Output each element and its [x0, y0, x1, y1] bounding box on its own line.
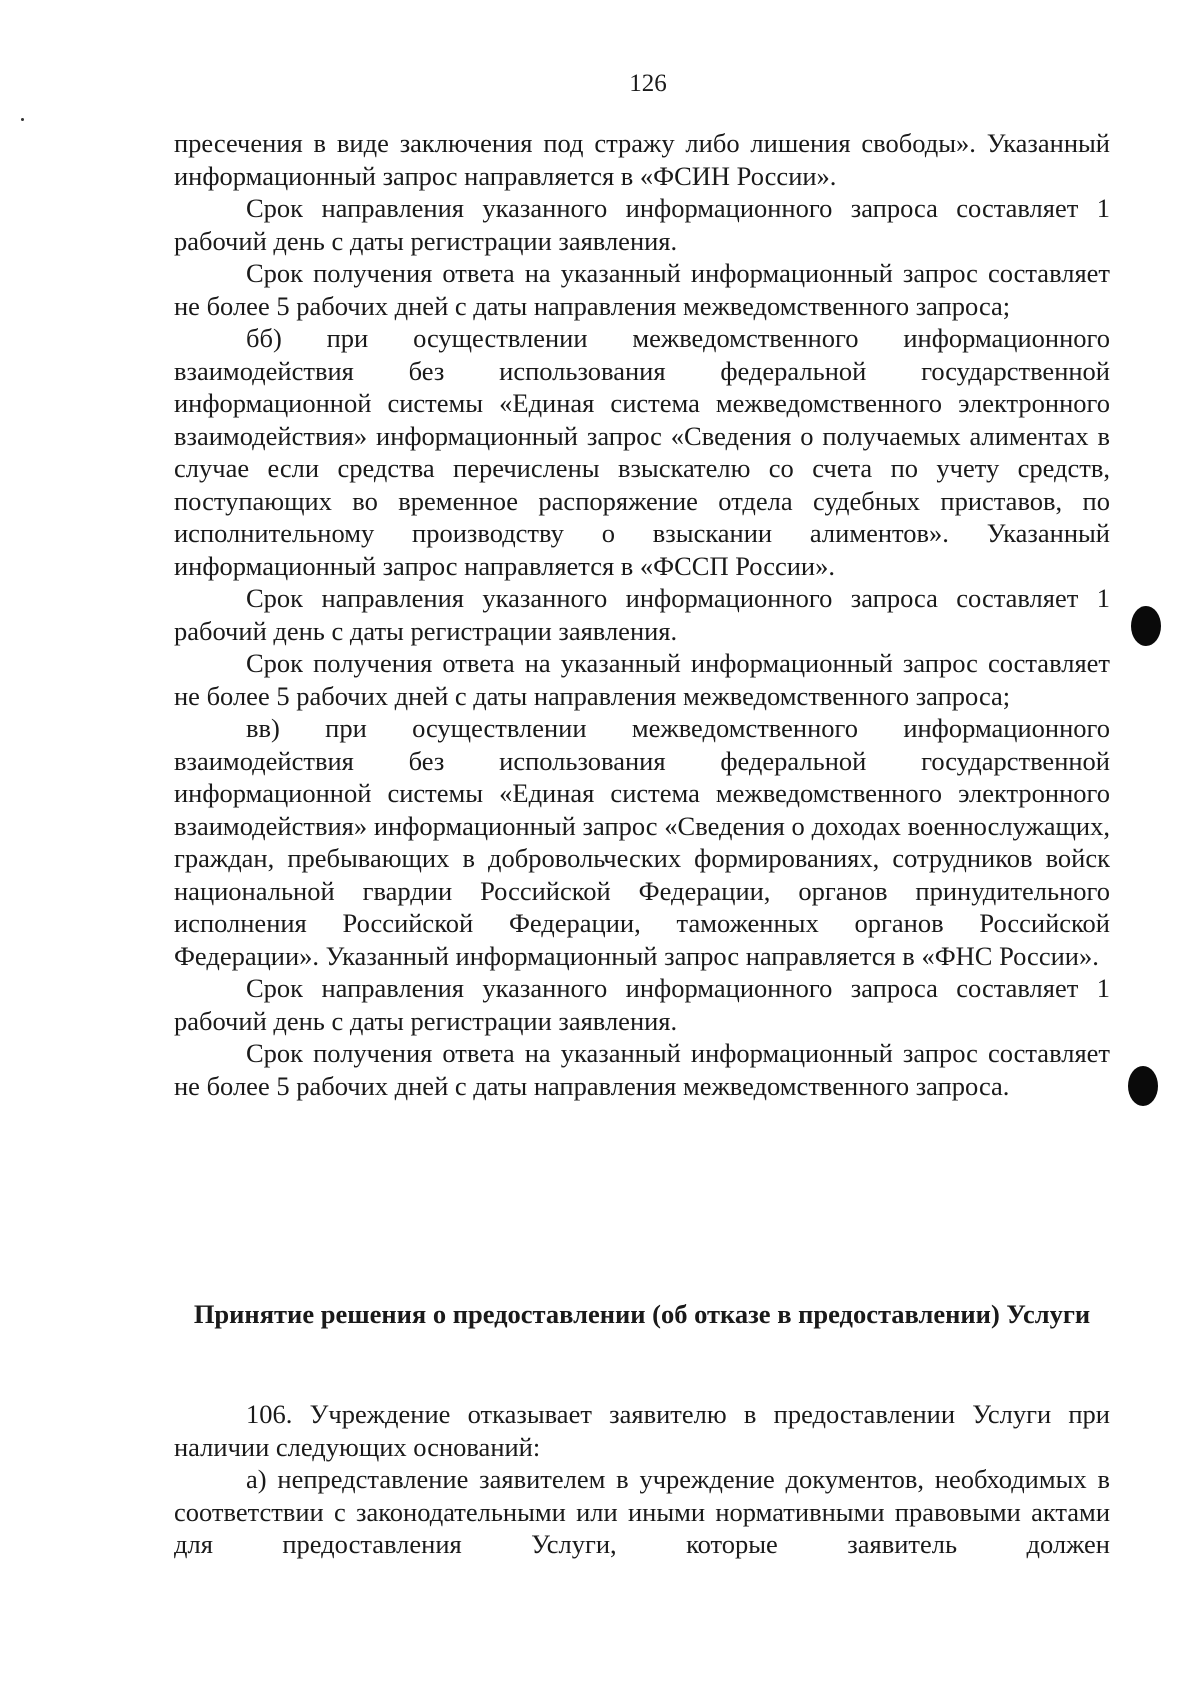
page-number: 126 — [629, 70, 667, 97]
paragraph-106: 106. Учреждение отказывает заявителю в предоставлении Услуги при наличии следующих оснований: — [174, 1399, 1110, 1462]
scan-speck — [21, 118, 24, 121]
paragraph-item-bb: бб) при осуществлении межведомственного информационного взаимодействия без использования федеральной государственной информационной системы «Единая система межведомственного электронного взаимодействия» информационный запрос «Сведения о получаемых алиментах в случае если средства перечислены взыскателю со счета по учету средств, поступающих во временное распоряжение отдела судебных приставов, по исполнительному производству о взыскании алиментов». Указанный информационный запрос направляется в «ФССП России». — [174, 323, 1110, 581]
paragraph: Срок направления указанного информационного запроса составляет 1 рабочий день с даты регистрации заявления. — [174, 583, 1110, 646]
body-text-upper — [174, 127, 1110, 1102]
punch-hole-mark — [1131, 606, 1161, 646]
punch-hole-mark — [1128, 1066, 1158, 1106]
paragraph-item-vv: вв) при осуществлении межведомственного информационного взаимодействия без использования федеральной государственной информационной системы «Единая система межведомственного электронного взаимодействия» информационный запрос «Сведения о доходах военнослужащих, граждан, пребывающих в добровольческих формированиях, сотрудников войск национальной гвардии Российской Федерации, органов принудительного исполнения Российской Федерации, таможенных органов Российской Федерации». Указанный информационный запрос направляется в «ФНС России». — [174, 713, 1110, 971]
paragraph: Срок получения ответа на указанный информационный запрос составляет не более 5 рабочих дней с даты направления межведомственного запроса; — [174, 648, 1110, 711]
paragraph: Срок направления указанного информационного запроса составляет 1 рабочий день с даты регистрации заявления. — [174, 973, 1110, 1036]
section-heading: Принятие решения о предоставлении (об отказе в предоставлении) Услуги — [193, 1299, 1091, 1329]
paragraph-item-a: а) непредставление заявителем в учреждение документов, необходимых в соответствии с законодательными или иными нормативными правовыми актами для предоставления Услуги, которые заявитель должен — [174, 1464, 1110, 1559]
paragraph: Срок получения ответа на указанный информационный запрос составляет не более 5 рабочих дней с даты направления межведомственного запроса; — [174, 258, 1110, 321]
paragraph: Срок получения ответа на указанный информационный запрос составляет не более 5 рабочих дней с даты направления межведомственного запроса. — [174, 1038, 1110, 1101]
body-text-lower — [174, 1398, 1110, 1561]
paragraph: Срок направления указанного информационного запроса составляет 1 рабочий день с даты регистрации заявления. — [174, 193, 1110, 256]
paragraph-continuation: пресечения в виде заключения под стражу либо лишения свободы». Указанный информационный запрос направляется в «ФСИН России». — [174, 128, 1110, 191]
